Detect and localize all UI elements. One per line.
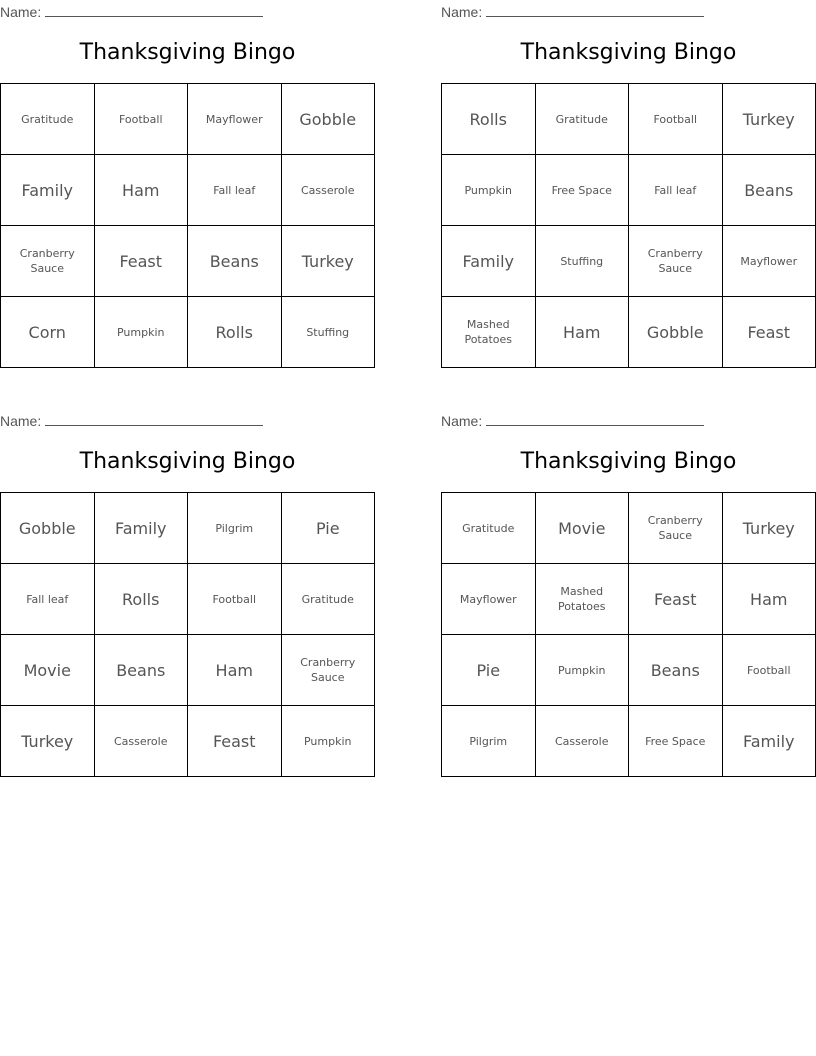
name-field: [0, 2, 263, 20]
bingo-cell[interactable]: Mayflower: [188, 84, 282, 155]
bingo-cell[interactable]: Ham: [722, 564, 816, 635]
bingo-grid: [441, 492, 816, 777]
grid-row: [442, 493, 816, 564]
bingo-cell[interactable]: Casserole: [535, 706, 629, 777]
bingo-cell[interactable]: Beans: [722, 155, 816, 226]
grid-row: [442, 297, 816, 368]
bingo-cell[interactable]: Corn: [1, 297, 95, 368]
grid-row: [1, 493, 375, 564]
bingo-cell[interactable]: Rolls: [188, 297, 282, 368]
bingo-cell[interactable]: Cranberry Sauce: [629, 226, 723, 297]
bingo-cell[interactable]: Turkey: [281, 226, 375, 297]
grid-row: [442, 635, 816, 706]
bingo-cell[interactable]: Football: [722, 635, 816, 706]
bingo-cell[interactable]: Feast: [722, 297, 816, 368]
bingo-cell[interactable]: Football: [188, 564, 282, 635]
name-field: [441, 2, 704, 20]
card-title: Thanksgiving Bingo: [520, 449, 737, 474]
bingo-cell[interactable]: Pie: [281, 493, 375, 564]
bingo-cell[interactable]: Movie: [1, 635, 95, 706]
bingo-cell[interactable]: Pumpkin: [442, 155, 536, 226]
name-label: Name:: [0, 4, 42, 20]
bingo-cell[interactable]: Gobble: [629, 297, 723, 368]
bingo-cell[interactable]: Casserole: [94, 706, 188, 777]
bingo-cell[interactable]: Casserole: [281, 155, 375, 226]
name-label: Name:: [441, 4, 483, 20]
grid-row: [442, 155, 816, 226]
bingo-cell[interactable]: Family: [442, 226, 536, 297]
bingo-cell[interactable]: Movie: [535, 493, 629, 564]
bingo-cell[interactable]: Gobble: [1, 493, 95, 564]
name-line[interactable]: [486, 2, 704, 17]
grid-row: [1, 297, 375, 368]
bingo-cell[interactable]: Fall leaf: [1, 564, 95, 635]
bingo-cell[interactable]: Mashed Potatoes: [442, 297, 536, 368]
bingo-grid: [441, 83, 816, 368]
grid-row: [442, 564, 816, 635]
bingo-cell[interactable]: Stuffing: [535, 226, 629, 297]
bingo-cell[interactable]: Mayflower: [722, 226, 816, 297]
bingo-cell[interactable]: Ham: [535, 297, 629, 368]
bingo-cell[interactable]: Beans: [94, 635, 188, 706]
grid-row: [1, 226, 375, 297]
bingo-cell[interactable]: Pie: [442, 635, 536, 706]
bingo-cell[interactable]: Beans: [188, 226, 282, 297]
name-field: [0, 411, 263, 429]
bingo-cell[interactable]: Beans: [629, 635, 723, 706]
bingo-cell[interactable]: Turkey: [722, 493, 816, 564]
bingo-cell[interactable]: Free Space: [629, 706, 723, 777]
bingo-cell[interactable]: Gobble: [281, 84, 375, 155]
bingo-cell[interactable]: Cranberry Sauce: [629, 493, 723, 564]
bingo-cell[interactable]: Ham: [94, 155, 188, 226]
bingo-cell[interactable]: Free Space: [535, 155, 629, 226]
bingo-cell[interactable]: Mayflower: [442, 564, 536, 635]
name-line[interactable]: [486, 411, 704, 426]
grid-row: [1, 155, 375, 226]
bingo-cell[interactable]: Cranberry Sauce: [281, 635, 375, 706]
bingo-grid: [0, 492, 375, 777]
bingo-cell[interactable]: Feast: [629, 564, 723, 635]
bingo-cell[interactable]: Pilgrim: [188, 493, 282, 564]
bingo-cell[interactable]: Pumpkin: [94, 297, 188, 368]
bingo-grid: [0, 83, 375, 368]
bingo-cell[interactable]: Rolls: [442, 84, 536, 155]
name-label: Name:: [0, 413, 42, 429]
bingo-cell[interactable]: Pumpkin: [281, 706, 375, 777]
bingo-cell[interactable]: Family: [1, 155, 95, 226]
bingo-cell[interactable]: Football: [94, 84, 188, 155]
bingo-cell[interactable]: Feast: [94, 226, 188, 297]
bingo-cell[interactable]: Turkey: [722, 84, 816, 155]
grid-row: [442, 706, 816, 777]
bingo-cell[interactable]: Pilgrim: [442, 706, 536, 777]
card-title: Thanksgiving Bingo: [79, 40, 296, 65]
card-title: Thanksgiving Bingo: [79, 449, 296, 474]
bingo-cell[interactable]: Gratitude: [535, 84, 629, 155]
bingo-cell[interactable]: Pumpkin: [535, 635, 629, 706]
bingo-cell[interactable]: Ham: [188, 635, 282, 706]
bingo-cell[interactable]: Gratitude: [281, 564, 375, 635]
name-line[interactable]: [45, 411, 263, 426]
bingo-cell[interactable]: Mashed Potatoes: [535, 564, 629, 635]
grid-row: [442, 226, 816, 297]
bingo-cell[interactable]: Turkey: [1, 706, 95, 777]
grid-row: [1, 635, 375, 706]
bingo-cell[interactable]: Football: [629, 84, 723, 155]
bingo-cell[interactable]: Family: [94, 493, 188, 564]
bingo-cell[interactable]: Cranberry Sauce: [1, 226, 95, 297]
bingo-cell[interactable]: Gratitude: [442, 493, 536, 564]
name-label: Name:: [441, 413, 483, 429]
bingo-cell[interactable]: Stuffing: [281, 297, 375, 368]
bingo-cell[interactable]: Feast: [188, 706, 282, 777]
bingo-cell[interactable]: Fall leaf: [188, 155, 282, 226]
card-title: Thanksgiving Bingo: [520, 40, 737, 65]
grid-row: [1, 706, 375, 777]
grid-row: [1, 564, 375, 635]
name-line[interactable]: [45, 2, 263, 17]
bingo-cell[interactable]: Fall leaf: [629, 155, 723, 226]
grid-row: [1, 84, 375, 155]
bingo-cell[interactable]: Gratitude: [1, 84, 95, 155]
name-field: [441, 411, 704, 429]
grid-row: [442, 84, 816, 155]
bingo-cell[interactable]: Family: [722, 706, 816, 777]
bingo-cell[interactable]: Rolls: [94, 564, 188, 635]
